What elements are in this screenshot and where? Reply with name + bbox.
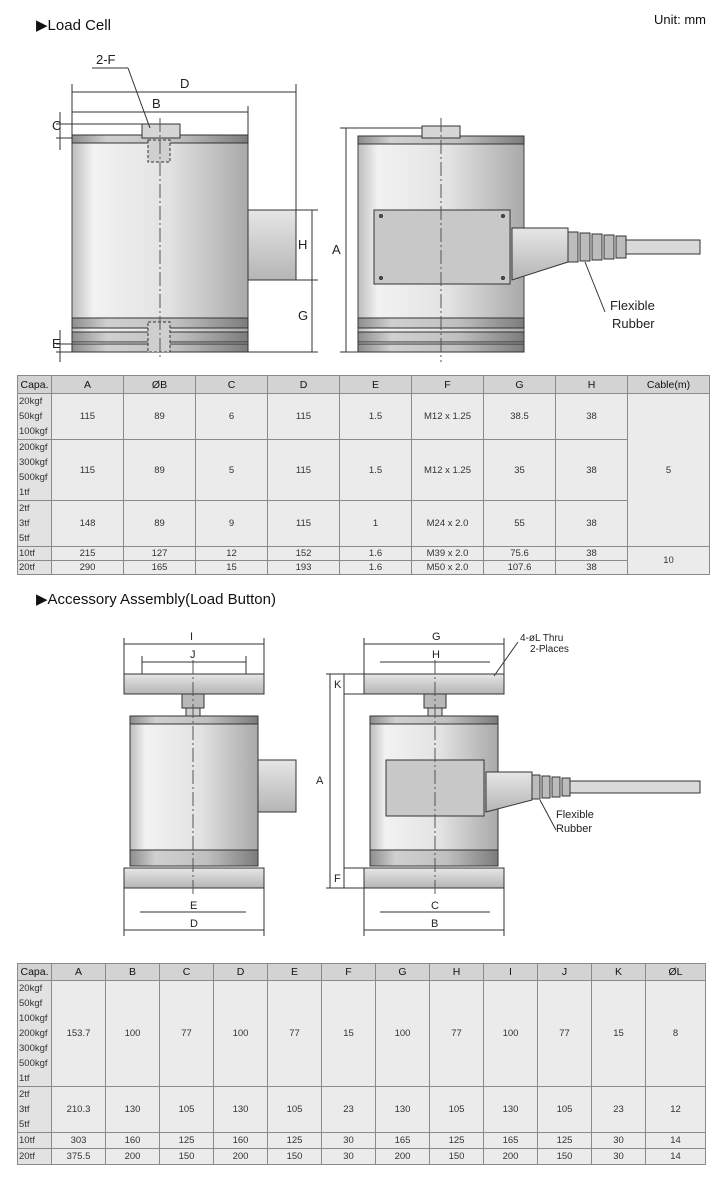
cell: M50 x 2.0 [412,561,484,575]
col-header: E [340,376,412,394]
capa-cell: 10tf [18,1133,52,1149]
accessory-spec-table [17,963,706,1165]
col-header: D [214,964,268,981]
cell: 89 [124,501,196,547]
capa-cell: 2tf 3tf 5tf [18,501,52,547]
cell: 15 [196,561,268,575]
cell: 89 [124,394,196,440]
cell: 77 [268,981,322,1087]
cell: 165 [124,561,196,575]
cell: 150 [268,1149,322,1165]
cell: 100 [214,981,268,1087]
dim-label-k: K [334,679,342,691]
cell: 6 [196,394,268,440]
cell: 105 [160,1087,214,1133]
capa-cell: 20tf [18,1149,52,1165]
col-header: ØB [124,376,196,394]
cell: 105 [538,1087,592,1133]
cell: 200 [484,1149,538,1165]
cell: 130 [376,1087,430,1133]
cell: 77 [430,981,484,1087]
cell: 125 [538,1133,592,1149]
cell: 107.6 [484,561,556,575]
cable-cell: 10 [628,547,710,575]
cell: 38 [556,394,628,440]
col-header: K [592,964,646,981]
capa-cell: 200kgf 300kgf 500kgf 1tf [18,440,52,501]
cell: 1.5 [340,440,412,501]
cell: 1.5 [340,394,412,440]
cell: 100 [376,981,430,1087]
cell: 153.7 [52,981,106,1087]
section-title-load-cell: ▶Load Cell [36,17,111,34]
col-header: E [268,964,322,981]
cell: 375.5 [52,1149,106,1165]
table-row [18,440,710,501]
col-header: B [106,964,160,981]
flexible-label: Flexible [610,298,655,313]
cell: 290 [52,561,124,575]
capa-cell: 10tf [18,547,52,561]
cell: 38 [556,501,628,547]
cell: 115 [268,501,340,547]
cell: 152 [268,547,340,561]
cell: 125 [430,1133,484,1149]
dim-label-c2: C [431,900,439,912]
cell: 115 [52,394,124,440]
dim-label-g: G [298,308,309,323]
cell: 14 [646,1149,706,1165]
dim-label-b: B [152,96,161,111]
dim-label-e: E [52,336,61,351]
cell: 130 [106,1087,160,1133]
col-header: D [268,376,340,394]
capa-cell: 20kgf 50kgf 100kgf [18,394,52,440]
col-header: F [412,376,484,394]
cell: 150 [430,1149,484,1165]
cell: 105 [268,1087,322,1133]
cell: 38 [556,561,628,575]
col-header: C [196,376,268,394]
cell: 5 [196,440,268,501]
table-row [18,394,710,440]
cell: 210.3 [52,1087,106,1133]
cell: 130 [484,1087,538,1133]
cell: 1 [340,501,412,547]
cell: 30 [592,1149,646,1165]
cell: 125 [160,1133,214,1149]
cell: 115 [52,440,124,501]
dim-label-i: I [190,631,194,643]
cell: 38 [556,547,628,561]
cell: 115 [268,440,340,501]
cell: 8 [646,981,706,1087]
cell: 165 [484,1133,538,1149]
cell: 14 [646,1133,706,1149]
table-row [18,981,706,1087]
cell: 200 [214,1149,268,1165]
col-header: H [430,964,484,981]
flexible-label-2: Flexible [556,809,594,821]
accessory-diagram [0,610,720,930]
cell: 23 [322,1087,376,1133]
rubber-label-2: Rubber [556,823,593,835]
cell: 75.6 [484,547,556,561]
cell: 12 [196,547,268,561]
cable-cell: 5 [628,394,710,547]
cell: 115 [268,394,340,440]
load-cell-diagram [0,0,720,370]
cell: 193 [268,561,340,575]
table-row [18,501,710,547]
cell: 130 [214,1087,268,1133]
rubber-label: Rubber [612,316,655,331]
col-header: Capa. [18,964,52,981]
cell: 30 [322,1133,376,1149]
cell: 105 [430,1087,484,1133]
cell: 77 [160,981,214,1087]
dim-label-2f: 2-F [96,52,116,67]
dim-label-a2: A [316,775,324,787]
places-label: 2-Places [530,644,569,655]
cell: 200 [376,1149,430,1165]
cell: 200 [106,1149,160,1165]
cell: 30 [322,1149,376,1165]
dim-label-g2: G [432,631,441,643]
cell: 125 [268,1133,322,1149]
dim-label-b2: B [431,918,439,930]
dim-label-a: A [332,242,341,257]
dim-label-d2: D [190,918,198,930]
col-header: A [52,376,124,394]
cell: 30 [592,1133,646,1149]
col-header: ØL [646,964,706,981]
capa-cell: 2tf 3tf 5tf [18,1087,52,1133]
cell: 12 [646,1087,706,1133]
table-row [18,1087,706,1133]
cell: 15 [592,981,646,1087]
dim-label-h: H [298,237,308,252]
cell: 1.6 [340,561,412,575]
cell: 160 [106,1133,160,1149]
capa-cell: 20tf [18,561,52,575]
cell: 1.6 [340,547,412,561]
table-row [18,561,710,575]
cell: M24 x 2.0 [412,501,484,547]
col-header: Cable(m) [628,376,710,394]
cell: 160 [214,1133,268,1149]
cell: 38 [556,440,628,501]
cell: M39 x 2.0 [412,547,484,561]
table-row [18,1149,706,1165]
cell: 77 [538,981,592,1087]
cell: 303 [52,1133,106,1149]
unit-label: Unit: mm [654,12,706,27]
dim-label-d: D [180,76,190,91]
cell: 150 [538,1149,592,1165]
section-title-accessory: ▶Accessory Assembly(Load Button) [36,591,276,608]
dim-label-j: J [190,649,196,661]
cell: 23 [592,1087,646,1133]
col-header: G [484,376,556,394]
col-header: I [484,964,538,981]
dim-label-c: C [52,118,62,133]
cell: 15 [322,981,376,1087]
table-row [18,1133,706,1149]
cell: 215 [52,547,124,561]
cell: 100 [106,981,160,1087]
dim-label-e2: E [190,900,198,912]
dim-label-f: F [334,873,341,885]
dim-label-h2: H [432,649,440,661]
holes-label: 4-øL Thru [520,633,564,644]
cell: 165 [376,1133,430,1149]
cell: 148 [52,501,124,547]
cell: 55 [484,501,556,547]
cell: 150 [160,1149,214,1165]
cell: M12 x 1.25 [412,440,484,501]
cell: 127 [124,547,196,561]
cell: 100 [484,981,538,1087]
capa-cell: 20kgf 50kgf 100kgf 200kgf 300kgf 500kgf 1tf [18,981,52,1087]
cell: 35 [484,440,556,501]
col-header: F [322,964,376,981]
table-row [18,547,710,561]
col-header: J [538,964,592,981]
cell: 89 [124,440,196,501]
cell: M12 x 1.25 [412,394,484,440]
col-header: G [376,964,430,981]
load-cell-spec-table [17,375,710,575]
col-header: Capa. [18,376,52,394]
cell: 9 [196,501,268,547]
col-header: A [52,964,106,981]
col-header: H [556,376,628,394]
col-header: C [160,964,214,981]
cell: 38.5 [484,394,556,440]
